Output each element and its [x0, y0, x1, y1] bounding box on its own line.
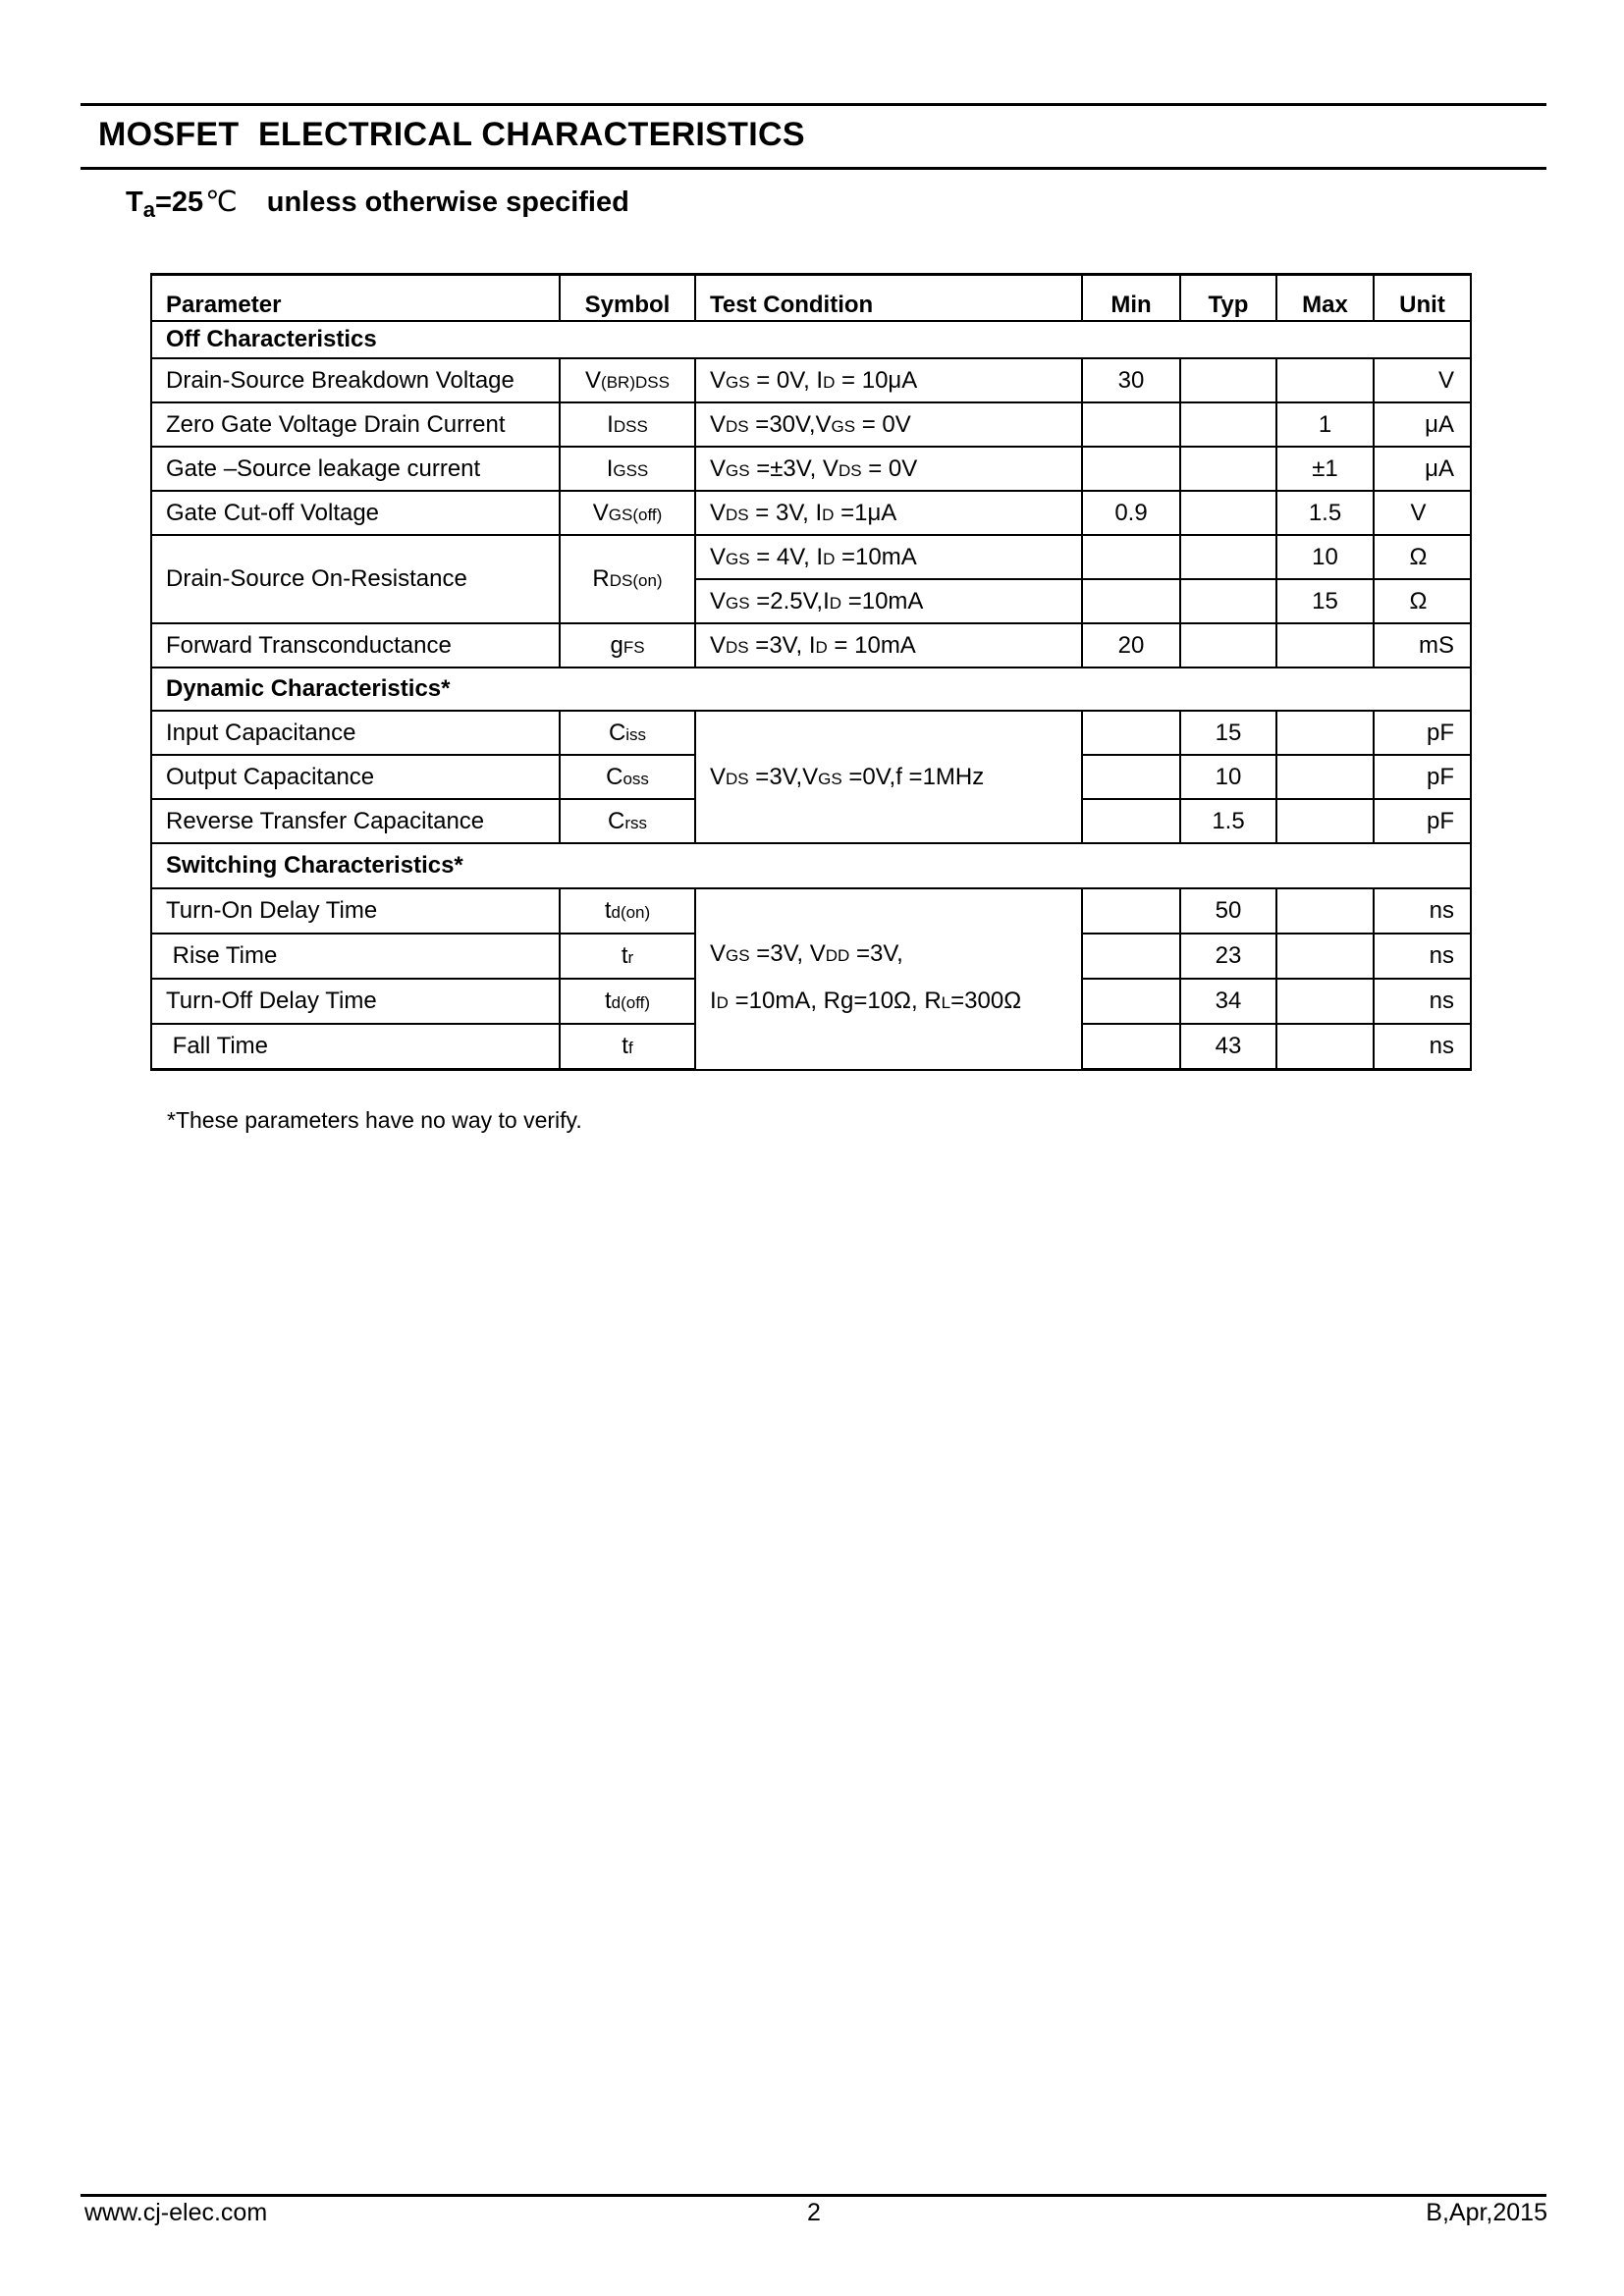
typ-cell [1180, 491, 1276, 535]
symbol-cell: RDS(on) [560, 535, 695, 623]
unit-cell: pF [1374, 755, 1471, 799]
condition-cell: VDS =3V, ID = 10mA [695, 623, 1082, 667]
table-row [151, 358, 1471, 402]
footer-page-number: 2 [807, 2199, 821, 2226]
symbol-cell: gFS [560, 623, 695, 667]
test-conditions: $T_a=25℃$ unless otherwise specified [126, 187, 629, 222]
condition-cell: VDS =3V,VGS =0V,f =1MHz [695, 711, 1082, 843]
max-cell [1276, 358, 1374, 402]
header-test-condition: Test Condition [695, 275, 1082, 322]
table-row [151, 491, 1471, 535]
table-header-row [151, 275, 1471, 322]
parameter-cell: Turn-Off Delay Time [151, 979, 560, 1024]
parameter-cell: Zero Gate Voltage Drain Current [151, 402, 560, 447]
typ-cell: 15 [1180, 711, 1276, 755]
min-cell [1082, 1024, 1180, 1070]
parameter-cell: Output Capacitance [151, 755, 560, 799]
typ-cell: 50 [1180, 888, 1276, 934]
max-cell [1276, 711, 1374, 755]
max-cell [1276, 934, 1374, 979]
min-cell: 30 [1082, 358, 1180, 402]
symbol-cell: IGSS [560, 447, 695, 491]
max-cell [1276, 799, 1374, 843]
min-cell: 0.9 [1082, 491, 1180, 535]
condition-cell: VGS = 4V, ID =10mA [695, 535, 1082, 579]
section-row-off [151, 321, 1471, 358]
parameter-cell: Reverse Transfer Capacitance [151, 799, 560, 843]
unit-cell: ns [1374, 979, 1471, 1024]
unit-cell: V [1374, 358, 1471, 402]
typ-cell: 10 [1180, 755, 1276, 799]
symbol-cell: V(BR)DSS [560, 358, 695, 402]
page-title: MOSFET ELECTRICAL CHARACTERISTICS [98, 116, 805, 153]
unit-cell: ns [1374, 1024, 1471, 1070]
max-cell: 10 [1276, 535, 1374, 579]
symbol-cell: td(on) [560, 888, 695, 934]
max-cell [1276, 979, 1374, 1024]
typ-cell [1180, 535, 1276, 579]
parameter-cell: Input Capacitance [151, 711, 560, 755]
condition-cell: VGS =2.5V,ID =10mA [695, 579, 1082, 623]
parameter-cell: Drain-Source Breakdown Voltage [151, 358, 560, 402]
table-row [151, 402, 1471, 447]
min-cell [1082, 979, 1180, 1024]
min-cell [1082, 755, 1180, 799]
electrical-characteristics-table [150, 273, 1472, 1071]
parameter-cell: Gate –Source leakage current [151, 447, 560, 491]
unit-cell: Ω [1374, 535, 1471, 579]
symbol-cell: Ciss [560, 711, 695, 755]
typ-cell: 43 [1180, 1024, 1276, 1070]
table-row [151, 888, 1471, 934]
footer-revision: B,Apr,2015 [1426, 2199, 1547, 2226]
top-rule [81, 103, 1546, 106]
footer-rule [81, 2194, 1546, 2197]
typ-cell [1180, 402, 1276, 447]
footnote: *These parameters have no way to verify. [167, 1107, 582, 1133]
min-cell [1082, 579, 1180, 623]
title-underline [81, 167, 1546, 170]
typ-cell [1180, 358, 1276, 402]
typ-cell: 23 [1180, 934, 1276, 979]
header-parameter: Parameter [151, 275, 560, 322]
min-cell [1082, 888, 1180, 934]
unit-cell: pF [1374, 711, 1471, 755]
min-cell [1082, 402, 1180, 447]
unit-cell: μA [1374, 447, 1471, 491]
parameter-cell: Drain-Source On-Resistance [151, 535, 560, 623]
section-title-dynamic: Dynamic Characteristics* [151, 667, 1471, 711]
unit-cell: Ω [1374, 579, 1471, 623]
unit-cell: ns [1374, 888, 1471, 934]
max-cell: 1 [1276, 402, 1374, 447]
table-row [151, 447, 1471, 491]
section-title-off: Off Characteristics [151, 321, 1471, 358]
parameter-cell: Forward Transconductance [151, 623, 560, 667]
table-row [151, 623, 1471, 667]
max-cell: 15 [1276, 579, 1374, 623]
typ-cell [1180, 623, 1276, 667]
section-row-switching [151, 843, 1471, 888]
symbol-cell: VGS(off) [560, 491, 695, 535]
parameter-cell: Rise Time [151, 934, 560, 979]
condition-cell: VDS =30V,VGS = 0V [695, 402, 1082, 447]
max-cell: ±1 [1276, 447, 1374, 491]
footer-website: www.cj-elec.com [84, 2199, 268, 2226]
condition-cell: VGS = 0V, ID = 10μA [695, 358, 1082, 402]
unit-cell: mS [1374, 623, 1471, 667]
unit-cell: μA [1374, 402, 1471, 447]
max-cell [1276, 1024, 1374, 1070]
unit-cell: ns [1374, 934, 1471, 979]
typ-cell: 34 [1180, 979, 1276, 1024]
symbol-cell: IDSS [560, 402, 695, 447]
section-row-dynamic [151, 667, 1471, 711]
parameter-cell: Gate Cut-off Voltage [151, 491, 560, 535]
min-cell [1082, 447, 1180, 491]
unit-cell: V [1374, 491, 1471, 535]
parameter-cell: Turn-On Delay Time [151, 888, 560, 934]
symbol-cell: tr [560, 934, 695, 979]
parameter-cell: Fall Time [151, 1024, 560, 1070]
symbol-cell: tf [560, 1024, 695, 1070]
max-cell [1276, 888, 1374, 934]
condition-cell [695, 888, 1082, 1070]
min-cell [1082, 711, 1180, 755]
symbol-cell: td(off) [560, 979, 695, 1024]
typ-cell [1180, 447, 1276, 491]
min-cell: 20 [1082, 623, 1180, 667]
condition-cell: VGS =±3V, VDS = 0V [695, 447, 1082, 491]
header-min: Min [1082, 275, 1180, 322]
symbol-cell: Crss [560, 799, 695, 843]
switching-condition-line-1: VGS =3V, VDD =3V, [710, 940, 903, 968]
symbol-cell: Coss [560, 755, 695, 799]
header-symbol: Symbol [560, 275, 695, 322]
condition-cell: VDS = 3V, ID =1μA [695, 491, 1082, 535]
switching-condition-line-2: ID =10mA, Rg=10Ω, RL=300Ω [710, 988, 1022, 1015]
min-cell [1082, 535, 1180, 579]
max-cell [1276, 755, 1374, 799]
max-cell: 1.5 [1276, 491, 1374, 535]
section-title-switching: Switching Characteristics* [151, 843, 1471, 888]
header-typ: Typ [1180, 275, 1276, 322]
table-row [151, 711, 1471, 755]
header-unit: Unit [1374, 275, 1471, 322]
header-max: Max [1276, 275, 1374, 322]
typ-cell [1180, 579, 1276, 623]
table-row [151, 535, 1471, 579]
unit-cell: pF [1374, 799, 1471, 843]
max-cell [1276, 623, 1374, 667]
min-cell [1082, 934, 1180, 979]
min-cell [1082, 799, 1180, 843]
typ-cell: 1.5 [1180, 799, 1276, 843]
